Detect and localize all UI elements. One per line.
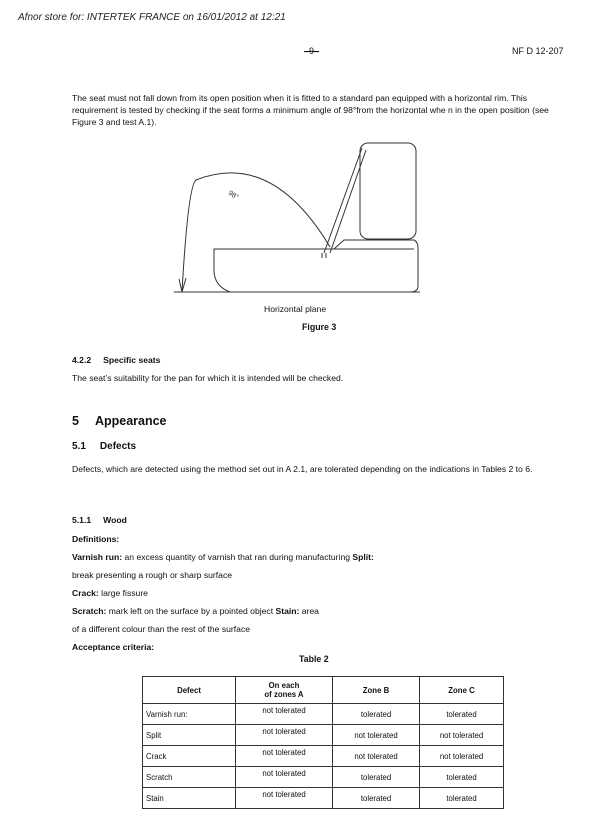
defect-cell: Split [143,725,236,746]
defect-cell: Scratch [143,767,236,788]
zone-b-cell: not tolerated [333,746,420,767]
zones-a-cell: not tolerated [236,704,333,725]
specific-seats-text: The seat’s suitability for the pan for which it is intended will be checked. [72,373,344,383]
header-zones-a: On each of zones A [236,677,333,704]
zones-a-cell: not tolerated [236,788,333,809]
header-defect: Defect [143,677,236,704]
table-title: Table 2 [299,654,329,664]
heading-number: 5.1.1 [72,515,92,525]
definition-text: an excess quantity of varnish that ran during manufacturing [122,552,353,562]
heading-number: 5.1 [72,441,86,452]
term: Crack: [72,588,99,598]
zone-b-cell: tolerated [333,767,420,788]
header-zone-b: Zone B [333,677,420,704]
definition-text: area [299,606,319,616]
term: Varnish run: [72,552,123,562]
heading-title: Defects [99,441,137,452]
heading-title: Wood [103,515,127,525]
zones-a-cell: not tolerated [236,725,333,746]
seat-line-outer [324,148,362,253]
zone-b-cell: tolerated [333,704,420,725]
table-row [143,767,504,788]
heading-number: 4.2.2 [72,355,92,365]
definition-line [72,604,572,622]
definitions-label: Definitions: [72,534,120,544]
heading-5 [72,414,167,428]
zone-b-cell: tolerated [333,788,420,809]
table-row [143,746,504,767]
page-number: –9– [304,46,320,56]
zone-c-cell: not tolerated [420,746,504,767]
table-row [143,788,504,809]
heading-title: Specific seats [103,355,161,365]
defect-cell: Varnish run: [143,704,236,725]
pan-body [214,240,418,292]
term: Split: [352,552,374,562]
angle-arc [182,173,330,292]
seat-lid [360,143,416,239]
definitions-block [72,532,572,658]
zone-c-cell: tolerated [420,704,504,725]
zone-b-cell: not tolerated [333,725,420,746]
table-row [143,725,504,746]
header-zone-c: Zone C [420,677,504,704]
heading-5-1-1 [72,515,127,525]
definition-line: break presenting a rough or sharp surface [72,570,233,580]
zones-a-cell: not tolerated [236,767,333,788]
definition-text: mark left on the surface by a pointed object [106,606,276,616]
term: Stain: [275,606,300,616]
figure-3-diagram [170,128,430,308]
defect-cell: Crack [143,746,236,767]
table-header-row [143,677,504,704]
definition-line [72,586,572,604]
store-watermark: Afnor store for: INTERTEK FRANCE on 16/01/2012 at 12:21 [18,12,286,23]
definition-text: large fissure [98,588,148,598]
table-row [143,704,504,725]
definition-line [72,550,572,568]
zone-c-cell: not tolerated [420,725,504,746]
heading-title: Appearance [94,414,167,428]
defects-text: Defects, which are detected using the method set out in A 2.1, are tolerated depending on the indications in Tables 2 to 6. [72,464,533,474]
seat-line-inner [330,150,366,253]
heading-4-2-2 [72,355,160,365]
zone-c-cell: tolerated [420,788,504,809]
heading-number: 5 [72,414,79,428]
definition-line: of a different colour than the rest of the surface [72,624,251,634]
acceptance-table [142,676,504,809]
zone-c-cell: tolerated [420,767,504,788]
figure-caption: Figure 3 [302,322,337,332]
term: Scratch: [72,606,107,616]
acceptance-criteria-label: Acceptance criteria: [72,642,155,652]
intro-paragraph: The seat must not fall down from its open position when it is fitted to a standard pan equipped with a horizontal rim. This requirement is tested by checking if the seat forms a minimum angle of 98°from the horizontal whe n in the open position (see Figure 3 and test A.1). [72,93,549,127]
heading-5-1 [72,441,136,452]
zones-a-cell: not tolerated [236,746,333,767]
horizontal-plane-label: Horizontal plane [264,304,327,314]
document-reference: NF D 12-207 [512,46,564,56]
angle-label: 98° [226,189,240,202]
defect-cell: Stain [143,788,236,809]
